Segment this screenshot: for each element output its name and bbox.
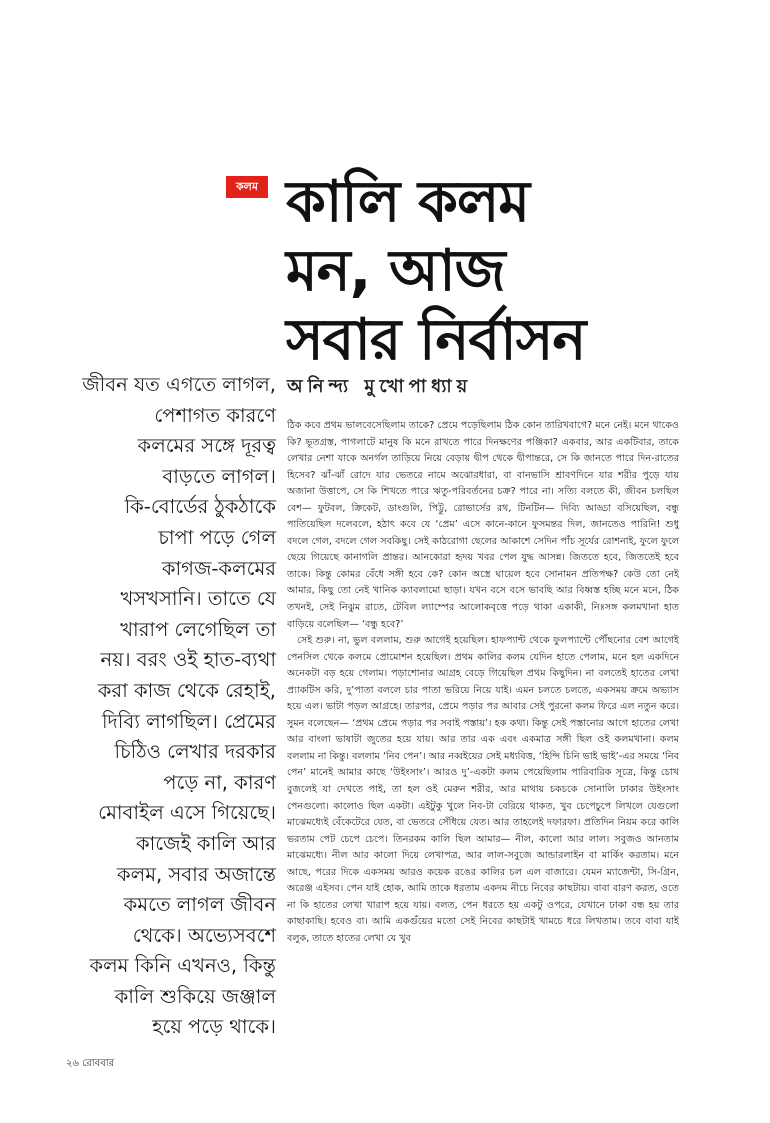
pull-quote-line: পড়ে না, কারণ xyxy=(163,770,276,794)
pull-quote-line: কলমের সঙ্গে দূরত্ব xyxy=(137,434,276,458)
pull-quote-line: নয়। বরং ওই হাত-ব্যথা xyxy=(100,648,276,672)
body-paragraph: ঠিক কবে প্রথম ভালবেসেছিলাম তাকে? প্রেমে পড়েছিলাম ঠিক কোন তারিখবাগে? মনে নেই। মনে থাকেও কি? ভূতগ্রস্ত, পাগলাটে মানুষ কি মনে রাখতে পারে দিনক্ষণের পঞ্জিকা? একবার, আর একটিবার, তাকে লেখার নেশা যাকে অনর্গল তাড়িয়ে নিয়ে বেড়ায় দ্বীপ থেকে দ্বীপান্তরে, সে কি জানতে পারে দিন-রাতের হিসেব? ঝাঁ-ঝাঁ রোদে যার ভেতরে নামে অঝোরধারা, বা বানভাসি শ্রাবণদিনে যার শরীর পুড়ে যায় অজানা উত্তাপে, সে কি শিখতে পারে ঋতু-পরিবর্তনের চক্র? পারে না। সত্যি বলতে কী, জীবন চলছিল বেশ— ফুটবল, ক্রিকেট, ডাংগুলি, পিট্টু, রোভার্সের রথ, টিনটিন— দিব্যি আড্ডা বসিয়েছিল, বন্ধু পাতিয়েছিল দলেবলে, হঠাৎ কবে যে ‘প্রেম’ এসে কানে-কানে ফুসমন্তর দিল, জানতেও পারিনি! শুধু বদলে গেল, বদলে গেল সবকিছু। সেই কাঠরোগা ছেলের আকাশে সেদিন পাঁচ সূর্যের রোশনাই, ফুলে ফুলে ছেয়ে গিয়েছে কানাগলি প্রান্তর। আনকোরা হৃদয় খবর পেল যুদ্ধ আসন্ন। জিততে হবে, জিততেই হবে তাকে। কিন্তু কোমর বেঁধে সঙ্গী হবে কে? কোন অস্ত্রে ঘায়েল হবে সোনামন প্রতিপক্ষ? কেউ তো নেই আমার, কিছু তো নেই খানিক ক্যাবলামো ছাড়া। যখন বসে বসে ভাবছি আর বিধ্বস্ত হচ্ছি মনে মনে, ঠিক তখনই, সেই নিঝুম রাতে, টেবিল ল্যাম্পের আলোকবৃত্তে পড়ে থাকা একাকী, নিঃসঙ্গ কলমখানা হাত বাড়িয়ে বলেছিল— ‘বন্ধু হবে?’ xyxy=(287,420,679,630)
pull-quote-line: করা কাজ থেকে রেহাই, xyxy=(97,678,276,702)
pull-quote xyxy=(68,370,276,1043)
author-byline: অনিন্দ্য মুখোপাধ্যায় xyxy=(287,376,473,397)
pull-quote-line: থেকে। অভ্যেসবশে xyxy=(132,923,276,947)
pull-quote-line: মোবাইল এসে গিয়েছে। xyxy=(98,801,276,825)
pull-quote-line: কলম, সবার অজান্তে xyxy=(117,862,276,886)
article-body xyxy=(287,418,679,1042)
pull-quote-line: খারাপ লেগেছিল তা xyxy=(120,617,276,641)
body-paragraph: সেই শুরু। না, ভুল বললাম, শুরু আগেই হয়েছিল। হাফপ্যান্ট থেকে ফুলপ্যান্টে পৌঁছনোর বেশ আগেই পেনসিল থেকে কলমে প্রোমোশন হয়েছিল। প্রথম কালির কলম যেদিন হাতে পেলাম, মনে হল একদিনে অনেকটা বড় হয়ে গেলাম। পড়াশোনার আগ্রহ বেড়ে গিয়েছিল প্রথম কিছুদিন। না বলতেই হাতের লেখা প্র্যাকটিস করি, দু’পাতা বললে চার পাতা ভরিয়ে নিয়ে যাই। এমন চলতে চলতে, একসময় ক্রমে অভ্যাস হয়ে এল। ভাটা পড়ল আগ্রহে। তারপর, প্রেমে পড়ার পর আবার সেই পুরনো কলম ফিরে এল নতুন করে। সুমন বলেছেন— ‘প্রথম প্রেমে পড়ার পর সবাই পস্তায়’। হক কথা। কিন্তু সেই পস্তানোর আগে হাতের লেখা আর বাংলা ভাষাটা জুতের হয়ে যায়। আর তার এক এবং একমাত্র সঙ্গী ছিল ওই কলমখানা। কলম বললাম না কিন্তু। বললাম ‘নিব পেন’। আর নব্বইয়ের সেই মধ্যবিত্ত, ‘হিন্দি চিনি ভাই ভাই’-এর সময়ে ‘নিব পেন’ মানেই আমার কাছে ‘উইংসাং’। আরও দু’-একটা কলম পেয়েছিলাম পারিবারিক সূত্রে, কিন্তু চোখ বুজলেই যা দেখতে পাই, তা হল ওই মেরুন শরীর, আর মাথায় চকচকে সোনালি ঢাকার উইংসাং পেনগুলো। কালোও ছিল একটা। এইটুকু খুলে নিব-টা বেরিয়ে থাকত, খুব চেপেচুপে লিখলে যেগুলো মাঝেমধ্যেই বেঁকেটেরে যেত, বা ভেতরে সেঁধিয়ে যেত। আর তাহলেই দফারফা। প্রতিদিন নিয়ম করে কালি ভরতাম পেট চেপে চেপে। তিনরকম কালি ছিল আমার— নীল, কালো আর লাল। সবুজও আনতাম মাঝেমধ্যে। নীল আর কালো দিয়ে লেখাপত্র, আর লাল-সবুজে আন্ডারলাইন বা মার্কিং করতাম। মনে আছে, পরের দিকে একসময় আরও কয়েক রঙের কালির চল এল বাজারে। যেমন ম্যাজেন্টা, সি-গ্রিন, অরেঞ্জ এইসব। পেন যাই হোক, আমি তাকে ধরতাম একদম নীচে নিবের কাছটায়। বাবা বারণ করত, ওতে না কি হাতের লেখা খারাপ হয়ে যায়। বলত, পেন ধরতে হয় একটু ওপরে, যেখানে ঢাকা বন্ধ হয় তার কাছাকাছি। হবেও বা। আমি একগুঁয়ের মতো সেই নিবের কাছটাই খামচে ধরে লিখতাম। তবে বাবা যাই বলুক, তাতে হাতের লেখা যে খুব xyxy=(287,635,679,944)
pull-quote-line: কাগজ-কলমের xyxy=(161,556,276,580)
pull-quote-line: পেশাগত কারণে xyxy=(154,403,276,427)
pull-quote-line: চিঠিও লেখার দরকার xyxy=(114,740,276,764)
pull-quote-line: চাপা পড়ে গেল xyxy=(158,525,276,549)
pull-quote-line: কি-বোর্ডের ঠুকঠাকে xyxy=(124,495,276,519)
pull-quote-line: বাড়তে লাগল। xyxy=(162,464,276,488)
page-footer: ২৬ রোববার xyxy=(66,1058,115,1069)
article-headline xyxy=(286,168,756,375)
pull-quote-line: কাজেই কালি আর xyxy=(136,831,276,855)
pull-quote-line: কলম কিনি এখনও, কিন্তু xyxy=(89,954,276,978)
pull-quote-line: কালি শুকিয়ে জঞ্জাল xyxy=(114,984,276,1008)
headline-line: মন, আজ xyxy=(286,238,505,304)
headline-line: কালি কলম xyxy=(286,169,530,235)
section-tag: কলম xyxy=(226,176,268,198)
pull-quote-line: খসখসানি। তাতে যে xyxy=(120,587,276,611)
pull-quote-line: দিব্যি লাগছিল। প্রেমের xyxy=(101,709,276,733)
pull-quote-line: কমতে লাগল জীবন xyxy=(123,893,276,917)
pull-quote-line: জীবন যত এগতে লাগল, xyxy=(82,373,276,396)
pull-quote-line: হয়ে পড়ে থাকে। xyxy=(152,1015,276,1039)
headline-line: সবার নির্বাসন xyxy=(286,307,586,373)
